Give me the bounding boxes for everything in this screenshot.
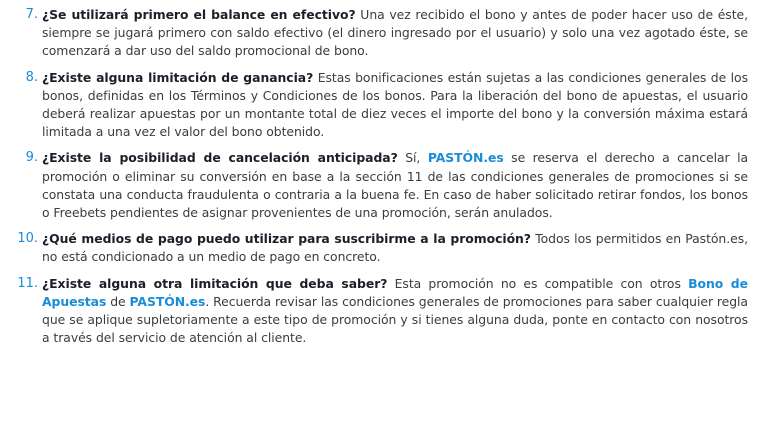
faq-item-8 bbox=[0, 69, 760, 142]
faq-text bbox=[42, 230, 748, 266]
faq-answer-post: . Recuerda revisar las condiciones generales de promociones para saber cualquier regla que se aplique supletoriamente a este tipo de promoción y si tienes alguna duda, ponte en contacto con nosotros a través del servicio de atención al cliente. bbox=[42, 293, 748, 346]
paston-brand-link[interactable]: PASTÓN.es bbox=[427, 150, 504, 166]
faq-text bbox=[42, 275, 748, 348]
faq-question: ¿Se utilizará primero el balance en efectivo? bbox=[42, 7, 356, 22]
item-number: 11. bbox=[17, 275, 38, 291]
item-number: 8. bbox=[25, 69, 38, 85]
faq-text bbox=[42, 6, 748, 61]
faq-answer-mid: de bbox=[106, 293, 130, 309]
faq-list bbox=[0, 6, 760, 347]
faq-answer: Una vez recibido el bono y antes de poder hacer uso de éste, siempre se jugará primero con saldo efectivo (el dinero ingresado por el usuario) y solo una vez agotado éste, se comenzará a dar uso del saldo promocional de bono. bbox=[42, 7, 748, 59]
faq-answer: Estas bonificaciones están sujetas a las condiciones generales de los bonos, definidas en los Términos y Condiciones de los bonos. Para la liberación del bono de apuestas, el usuario deberá realizar apuestas por un montante total de diez veces el importe del bono y la conversión máxima estará limitada a una vez el valor del bono obtenido. bbox=[42, 69, 748, 140]
faq-item-10 bbox=[0, 230, 760, 266]
faq-question: ¿Qué medios de pago puedo utilizar para suscribirme a la promoción? bbox=[42, 231, 531, 247]
faq-question: ¿Existe alguna otra limitación que deba saber? bbox=[42, 275, 388, 291]
item-number: 9. bbox=[25, 150, 38, 166]
bono-de-apuestas-link[interactable]: Bono de Apuestas bbox=[42, 275, 748, 309]
faq-item-9 bbox=[0, 149, 760, 222]
faq-text bbox=[42, 69, 748, 142]
faq-item-11 bbox=[0, 275, 760, 348]
item-number: 7. bbox=[25, 7, 38, 22]
faq-answer: Todos los permitidos en Pastón.es, no está condicionado a un medio de pago en concreto. bbox=[42, 231, 748, 265]
faq-answer-pre: Sí, bbox=[397, 150, 428, 166]
faq-item-7 bbox=[0, 6, 760, 61]
faq-answer-post: se reserva el derecho a cancelar la promoción o eliminar su conversión en base a la sección 11 de las condiciones generales de promociones si se constata una conducta fraudulenta o contraria a la buena fe. En caso de haber solicitado retirar fondos, los bonos o Freebets pendientes de asignar provenientes de una promoción, serán anulados. bbox=[42, 150, 749, 221]
faq-question: ¿Existe la posibilidad de cancelación anticipada? bbox=[42, 150, 398, 166]
faq-text bbox=[42, 149, 748, 222]
paston-brand-link[interactable]: PASTÓN.es bbox=[129, 293, 206, 309]
item-number: 10. bbox=[17, 231, 38, 247]
faq-question: ¿Existe alguna limitación de ganancia? bbox=[42, 69, 314, 85]
faq-answer-pre: Esta promoción no es compatible con otros bbox=[387, 275, 689, 291]
